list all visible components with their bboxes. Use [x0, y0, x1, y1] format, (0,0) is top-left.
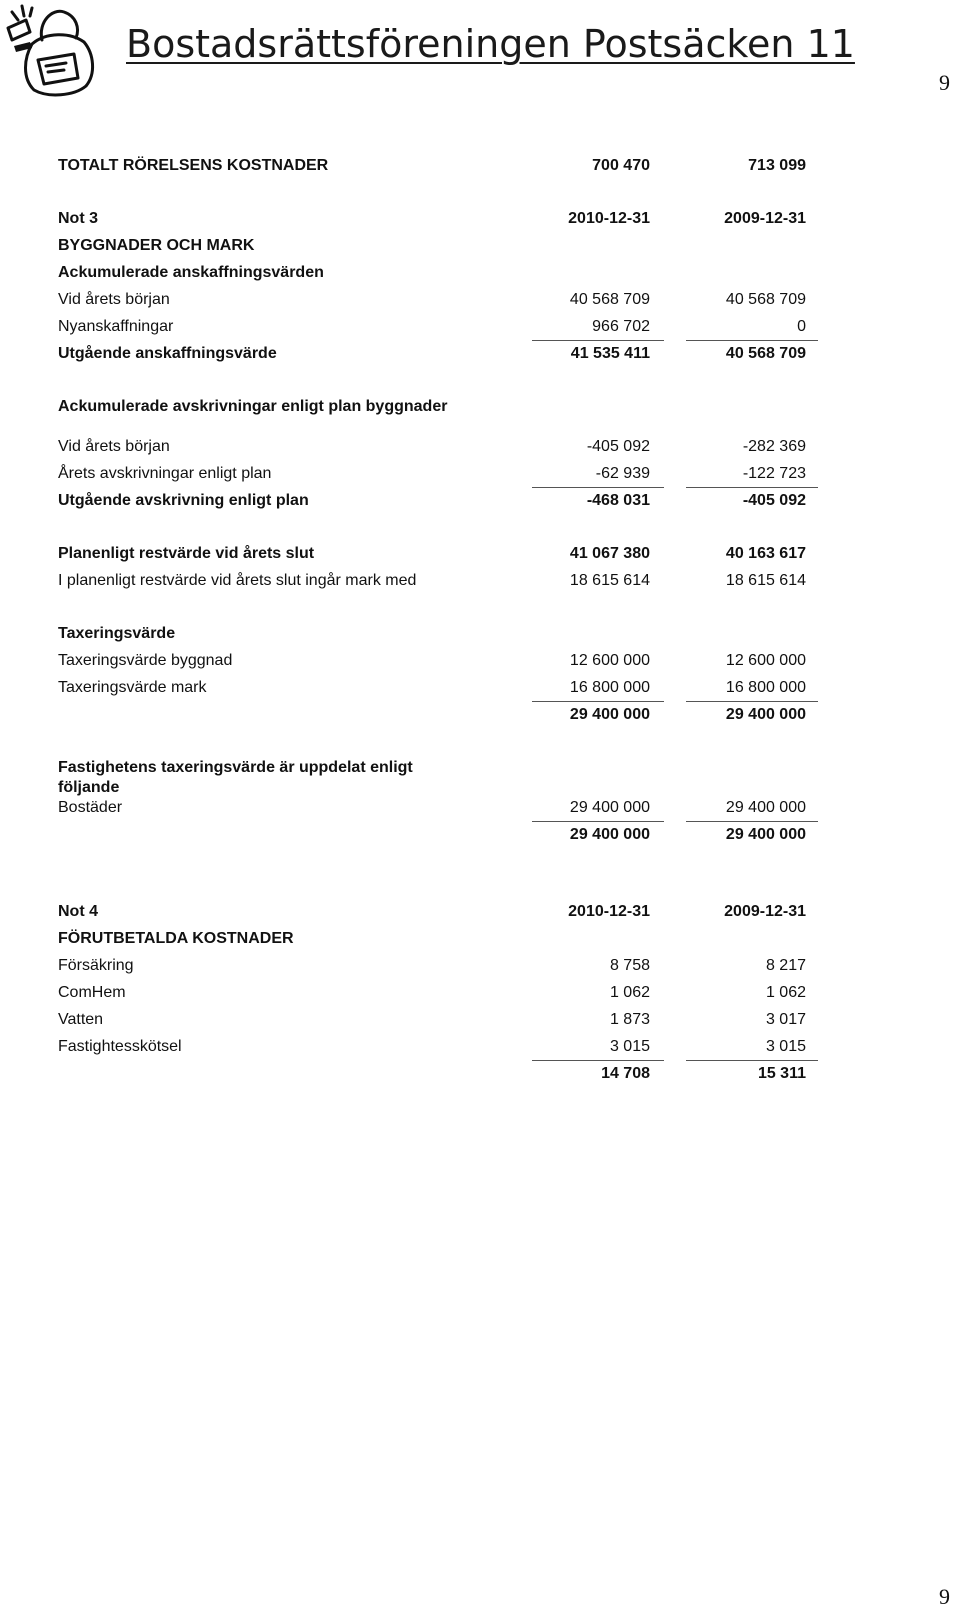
subsection-heading: [58, 758, 818, 798]
date-2009: 2009-12-31: [724, 210, 806, 227]
value-2009: 40 568 709: [725, 345, 806, 362]
table-row: [58, 290, 818, 317]
value-2009: -405 092: [742, 492, 806, 509]
sum-rule: [532, 821, 664, 822]
value-2009: -122 723: [742, 465, 806, 482]
row-label: Planenligt restvärde vid årets slut: [58, 545, 315, 562]
value-2009: 16 800 000: [725, 679, 806, 696]
value-2009: 8 217: [765, 957, 806, 974]
value-2010: -405 092: [586, 438, 650, 455]
row-label: Taxeringsvärde mark: [58, 679, 207, 696]
heading-text: FÖRUTBETALDA KOSTNADER: [58, 930, 294, 947]
table-row: [58, 437, 818, 464]
page-number: 9: [939, 70, 950, 95]
value-2010: 29 400 000: [569, 826, 650, 843]
sum-rule: [532, 487, 664, 488]
value-2010: 16 800 000: [569, 679, 650, 696]
value-2010: 12 600 000: [569, 652, 650, 669]
value-2009: 12 600 000: [725, 652, 806, 669]
value-2009: 0: [797, 318, 806, 335]
value-2010: 700 470: [592, 157, 650, 174]
value-2009: 40 568 709: [725, 291, 806, 308]
value-2010: 41 535 411: [570, 345, 650, 362]
note-3-header: [58, 209, 818, 236]
sum-rule: [686, 1060, 818, 1061]
row-label: Taxeringsvärde byggnad: [58, 652, 233, 669]
value-2010: 29 400 000: [569, 706, 650, 723]
row-label: Utgående anskaffningsvärde: [58, 345, 277, 362]
value-2010: -62 939: [595, 465, 650, 482]
date-2010: 2010-12-31: [568, 903, 650, 920]
row-label: Bostäder: [58, 799, 123, 816]
heading-text: Fastighetens taxeringsvärde är uppdelat enligt följande: [58, 759, 413, 796]
table-row: [58, 651, 818, 678]
value-2010: 1 873: [609, 1011, 650, 1028]
subsection-heading: [58, 397, 818, 437]
value-2009: 1 062: [765, 984, 806, 1001]
document-title: Bostadsrättsföreningen Postsäcken 11: [126, 22, 855, 66]
page-number-bottom: 9: [939, 1584, 950, 1609]
sum-row: [58, 344, 818, 371]
sum-rule: [686, 821, 818, 822]
note-4-header: [58, 902, 818, 929]
sum-row: [58, 705, 818, 732]
value-2009: 29 400 000: [725, 799, 806, 816]
section-heading: [58, 929, 818, 956]
row-label: Nyanskaffningar: [58, 318, 174, 335]
page-header: [0, 0, 960, 110]
note-label: Not 3: [58, 210, 98, 227]
date-2010: 2010-12-31: [568, 210, 650, 227]
heading-text: BYGGNADER OCH MARK: [58, 237, 255, 254]
sum-row: [58, 825, 818, 852]
sum-rule: [686, 340, 818, 341]
value-2010: 41 067 380: [569, 545, 650, 562]
value-2010: 18 615 614: [569, 572, 650, 589]
row-label: Utgående avskrivning enligt plan: [58, 492, 309, 509]
sum-row: [58, 491, 818, 518]
subsection-heading: [58, 624, 818, 651]
value-2010: 1 062: [609, 984, 650, 1001]
financial-notes: [58, 156, 818, 1091]
sum-rule: [686, 487, 818, 488]
value-2009: 18 615 614: [725, 572, 806, 589]
heading-text: Ackumulerade avskrivningar enligt plan byggnader: [58, 398, 448, 415]
postal-bag-logo-icon: [4, 2, 104, 98]
value-2010: 14 708: [601, 1065, 650, 1082]
value-2010: 966 702: [592, 318, 650, 335]
value-2010: 3 015: [609, 1038, 650, 1055]
sum-rule: [532, 701, 664, 702]
value-2010: 40 568 709: [569, 291, 650, 308]
row-label: Vid årets början: [58, 438, 170, 455]
row-totalt-rorelsens-kostnader: [58, 156, 818, 183]
table-row: [58, 544, 818, 571]
heading-text: Ackumulerade anskaffningsvärden: [58, 264, 324, 281]
row-label: Försäkring: [58, 957, 134, 974]
sum-rule: [686, 701, 818, 702]
table-row: [58, 571, 818, 598]
row-label: ComHem: [58, 984, 126, 1001]
row-label: Vid årets början: [58, 291, 170, 308]
value-2009: 29 400 000: [725, 826, 806, 843]
date-2009: 2009-12-31: [724, 903, 806, 920]
value-2009: -282 369: [742, 438, 806, 455]
sum-rule: [532, 1060, 664, 1061]
row-label: Årets avskrivningar enligt plan: [58, 465, 272, 482]
row-label: Fastightesskötsel: [58, 1038, 182, 1055]
value-2009: 3 015: [765, 1038, 806, 1055]
table-row: [58, 1010, 818, 1037]
section-heading: [58, 236, 818, 263]
row-label: Vatten: [58, 1011, 104, 1028]
subsection-heading: [58, 263, 818, 290]
table-row: [58, 983, 818, 1010]
value-2009: 713 099: [748, 157, 806, 174]
row-label: I planenligt restvärde vid årets slut ingår mark med: [58, 572, 417, 589]
sum-row: [58, 1064, 818, 1091]
value-2009: 15 311: [757, 1065, 806, 1082]
value-2010: 8 758: [609, 957, 650, 974]
sum-rule: [532, 340, 664, 341]
table-row: [58, 956, 818, 983]
row-label: TOTALT RÖRELSENS KOSTNADER: [58, 157, 329, 174]
heading-text: Taxeringsvärde: [58, 625, 176, 642]
value-2009: 29 400 000: [725, 706, 806, 723]
value-2010: -468 031: [586, 492, 650, 509]
value-2009: 40 163 617: [725, 545, 806, 562]
value-2009: 3 017: [765, 1011, 806, 1028]
note-label: Not 4: [58, 903, 98, 920]
value-2010: 29 400 000: [569, 799, 650, 816]
